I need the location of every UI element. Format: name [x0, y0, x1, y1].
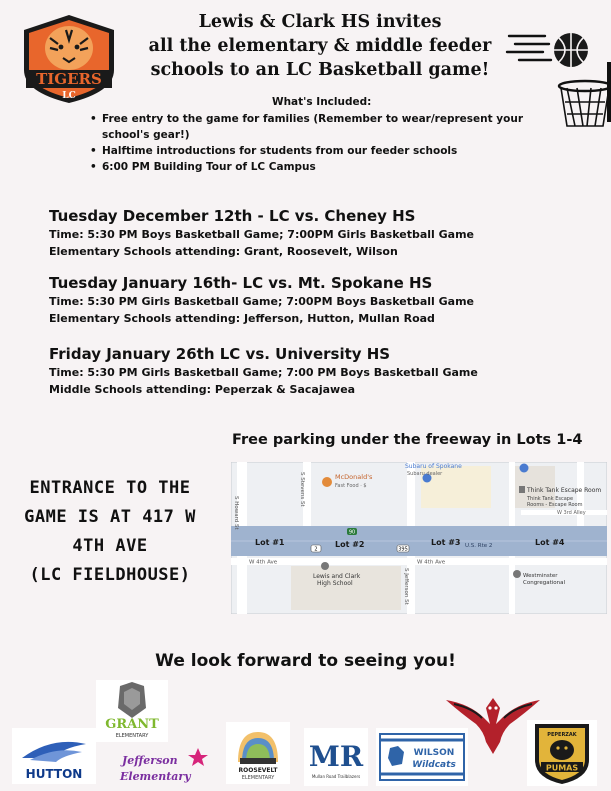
grant-logo-text: GRANT: [105, 717, 159, 732]
map-label-alley: W 3rd Alley: [557, 510, 586, 516]
map-shield-90: 90: [348, 529, 356, 536]
roosevelt-logo-sub: ELEMENTARY: [241, 775, 275, 781]
game-time: Time: 5:30 PM Girls Basketball Game; 7:00PM Boys Basketball Game: [49, 295, 475, 308]
entrance-line: 4TH AVE: [72, 536, 148, 556]
game-title: Tuesday January 16th- LC vs. Mt. Spokane HS: [49, 274, 433, 292]
pumas-logo-text: PUMAS: [545, 763, 579, 773]
included-item: • Halftime introductions for students from our feeder schools: [90, 143, 560, 159]
map-label-westminster-1: Westminster: [523, 573, 558, 579]
grant-logo-sub: ELEMENTARY: [115, 733, 149, 739]
game-time: Time: 5:30 PM Girls Basketball Game; 7:00 PM Boys Basketball Game: [49, 366, 478, 379]
roosevelt-logo-text: ROOSEVELT: [238, 767, 278, 774]
map-label-w4th-mid: W 4th Ave: [417, 559, 446, 566]
tigers-logo: [16, 12, 122, 106]
tigers-logo-sub: LC: [62, 91, 76, 101]
map-lot-2: Lot #2: [335, 540, 365, 549]
jefferson-logo: [118, 744, 210, 786]
mr-logo-text: MR: [308, 740, 364, 773]
map-lot-1: Lot #1: [255, 538, 285, 547]
map-label-subaru: Subaru of Spokane: [405, 463, 462, 470]
mullan-road-logo: [304, 728, 368, 786]
map-lot-4: Lot #4: [535, 538, 565, 547]
mr-logo-sub: Mullan Road Trailblazers: [311, 774, 361, 779]
map-label-lewis-clark-1: Lewis and Clark: [313, 573, 361, 580]
grant-logo: [96, 680, 168, 742]
wilson-logo-text-1: WILSON: [413, 748, 455, 758]
game-schools: Elementary Schools attending: Jefferson, Hutton, Mullan Road: [49, 312, 435, 325]
jefferson-logo-text-1: Jefferson: [122, 754, 178, 767]
game-schools: Middle Schools attending: Peperzak & Sacajawea: [49, 383, 356, 396]
map-label-lewis-clark-2: High School: [317, 580, 353, 587]
page-title: [135, 10, 505, 82]
included-item: • 6:00 PM Building Tour of LC Campus: [90, 159, 560, 175]
map-route-label: U.S. Rte 2: [465, 543, 493, 549]
game-title: Friday January 26th LC vs. University HS: [49, 345, 391, 363]
map-label-mcdonalds-sub: Fast Food · $: [335, 483, 367, 489]
map-label-think-tank: Think Tank Escape Room: [527, 487, 602, 494]
game-title: Tuesday December 12th - LC vs. Cheney HS: [49, 207, 416, 225]
game-block: [49, 344, 569, 398]
roosevelt-logo: [226, 722, 290, 784]
parking-map: [231, 462, 607, 614]
included-list: [90, 111, 560, 175]
map-label-mcdonalds: McDonald's: [335, 473, 373, 481]
map-label-think-tank-3: Rooms - Escape Room: [527, 502, 583, 508]
map-shield-2: 2: [314, 546, 318, 553]
game-schools: Elementary Schools attending: Grant, Roosevelt, Wilson: [49, 245, 398, 258]
entrance-line: ENTRANCE TO THE: [29, 478, 191, 498]
closing-message: We look forward to seeing you!: [155, 651, 456, 671]
parking-title: Free parking under the freeway in Lots 1-4: [232, 432, 583, 448]
map-label-s-stevens: S Stevens St: [299, 472, 305, 507]
hutton-logo-text: HUTTON: [25, 767, 83, 781]
pumas-logo: [527, 720, 597, 786]
map-lot-3: Lot #3: [431, 538, 461, 547]
game-time: Time: 5:30 PM Boys Basketball Game; 7:00PM Girls Basketball Game: [49, 228, 475, 241]
hutton-logo: [12, 728, 96, 784]
game-block: [49, 273, 569, 327]
game-block: [49, 206, 569, 260]
title-line-2: all the elementary & middle feeder: [148, 36, 492, 56]
title-line-3: schools to an LC Basketball game!: [150, 60, 490, 80]
wilson-logo-text-2: Wildcats: [412, 760, 456, 770]
map-label-subaru-sub: Subaru dealer: [407, 471, 443, 477]
map-shield-395: 395: [398, 546, 408, 553]
included-heading: What's Included:: [272, 96, 372, 108]
map-label-s-howard: S Howard St: [233, 496, 239, 530]
entrance-line: GAME IS AT 417 W: [24, 507, 196, 527]
map-label-think-tank-2: Think Tank Escape: [527, 496, 574, 502]
map-label-w4th-left: W 4th Ave: [249, 559, 278, 566]
map-label-westminster-2: Congregational: [523, 580, 566, 586]
entrance-info: [4, 474, 216, 590]
jefferson-logo-text-2: Elementary: [120, 770, 191, 783]
map-label-s-jefferson: S Jefferson St: [403, 568, 409, 605]
tigers-logo-text: TIGERS: [36, 70, 102, 88]
title-line-1: Lewis & Clark HS invites: [198, 12, 442, 32]
pumas-logo-top: PEPERZAK: [547, 732, 577, 738]
included-item: • Free entry to the game for families (Remember to wear/represent your school's gear!): [90, 111, 560, 143]
entrance-line: (LC FIELDHOUSE): [29, 565, 191, 585]
